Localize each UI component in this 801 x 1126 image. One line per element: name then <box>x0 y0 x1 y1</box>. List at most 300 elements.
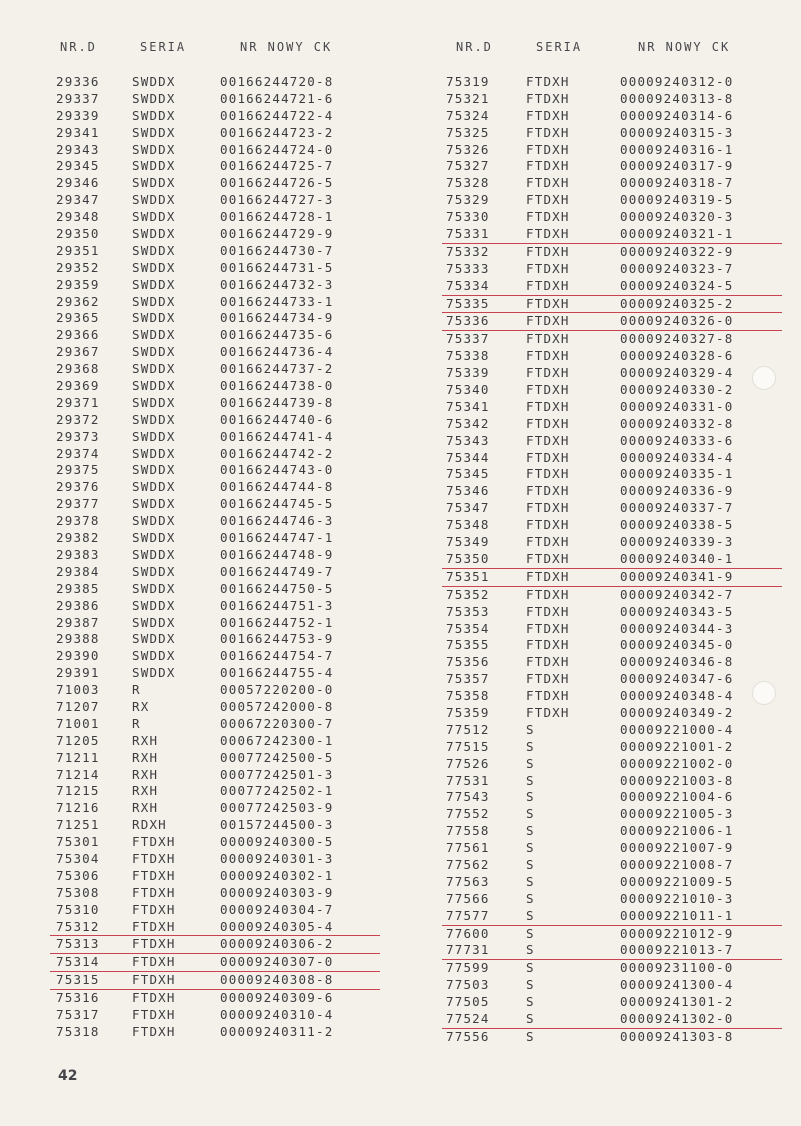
seria-cell: SWDDX <box>132 361 176 377</box>
table-row <box>50 800 380 817</box>
nr-nowy-cell: 00009240309-6 <box>220 990 334 1006</box>
seria-cell: FTDXH <box>526 365 570 381</box>
seria-cell: FTDXH <box>132 834 176 850</box>
table-row <box>50 936 380 954</box>
seria-cell: S <box>526 721 535 737</box>
seria-cell: S <box>526 755 535 771</box>
nr-nowy-cell: 00009240325-2 <box>620 295 734 311</box>
nr-d-cell: 75306 <box>56 867 100 883</box>
nr-d-cell: 77552 <box>446 806 490 822</box>
seria-cell: SWDDX <box>132 614 176 630</box>
table-row <box>442 108 782 125</box>
table-row <box>50 395 380 412</box>
table-row <box>50 1024 380 1041</box>
seria-cell: FTDXH <box>526 260 570 276</box>
nr-d-cell: 29366 <box>56 327 100 343</box>
table-row <box>442 1011 782 1029</box>
seria-cell: FTDXH <box>526 382 570 398</box>
nr-d-cell: 29365 <box>56 310 100 326</box>
nr-nowy-cell: 00009221009-5 <box>620 873 734 889</box>
table-row <box>442 91 782 108</box>
nr-d-cell: 75313 <box>56 936 100 952</box>
nr-nowy-cell: 00009221003-8 <box>620 772 734 788</box>
table-row <box>442 500 782 517</box>
nr-d-cell: 71251 <box>56 817 100 833</box>
seria-cell: SWDDX <box>132 462 176 478</box>
table-row <box>442 450 782 467</box>
nr-nowy-cell: 00166244744-8 <box>220 479 334 495</box>
seria-cell: FTDXH <box>526 550 570 566</box>
seria-cell: FTDXH <box>526 348 570 364</box>
seria-cell: FTDXH <box>526 277 570 293</box>
table-row <box>442 908 782 926</box>
seria-cell: FTDXH <box>526 158 570 174</box>
nr-d-cell: 29359 <box>56 276 100 292</box>
nr-d-cell: 29385 <box>56 580 100 596</box>
nr-d-cell: 29351 <box>56 242 100 258</box>
nr-nowy-cell: 00009221000-4 <box>620 721 734 737</box>
seria-cell: S <box>526 840 535 856</box>
nr-d-cell: 77566 <box>446 890 490 906</box>
nr-nowy-cell: 00166244743-0 <box>220 462 334 478</box>
nr-nowy-cell: 00009240323-7 <box>620 260 734 276</box>
table-row <box>50 902 380 919</box>
nr-d-cell: 77503 <box>446 977 490 993</box>
nr-d-cell: 75347 <box>446 500 490 516</box>
nr-d-cell: 75327 <box>446 158 490 174</box>
table-row <box>442 158 782 175</box>
nr-d-cell: 29347 <box>56 192 100 208</box>
table-row <box>442 891 782 908</box>
seria-cell: SWDDX <box>132 141 176 157</box>
nr-nowy-cell: 00009240334-4 <box>620 449 734 465</box>
table-row <box>50 665 380 682</box>
table-row <box>50 446 380 463</box>
table-row <box>50 990 380 1007</box>
seria-cell: FTDXH <box>526 620 570 636</box>
nr-d-cell: 29367 <box>56 344 100 360</box>
nr-nowy-cell: 00166244755-4 <box>220 665 334 681</box>
seria-cell: FTDXH <box>526 704 570 720</box>
seria-cell: FTDXH <box>526 415 570 431</box>
table-row <box>442 705 782 722</box>
right-column-header <box>442 38 782 68</box>
nr-d-cell: 75333 <box>446 260 490 276</box>
nr-nowy-cell: 00166244749-7 <box>220 563 334 579</box>
table-row <box>442 654 782 671</box>
table-row <box>442 977 782 994</box>
nr-nowy-cell: 00166244741-4 <box>220 428 334 444</box>
table-row <box>442 534 782 551</box>
seria-cell: SWDDX <box>132 597 176 613</box>
nr-nowy-cell: 00009240310-4 <box>220 1006 334 1022</box>
nr-nowy-cell: 00009240345-0 <box>620 637 734 653</box>
seria-cell: SWDDX <box>132 394 176 410</box>
nr-nowy-cell: 00009240311-2 <box>220 1023 334 1039</box>
nr-d-cell: 77512 <box>446 721 490 737</box>
nr-d-cell: 75332 <box>446 243 490 259</box>
table-row <box>442 756 782 773</box>
table-row <box>442 960 782 977</box>
nr-nowy-cell: 00009240326-0 <box>620 313 734 329</box>
nr-d-cell: 75304 <box>56 850 100 866</box>
nr-d-cell: 75350 <box>446 550 490 566</box>
seria-cell: FTDXH <box>526 483 570 499</box>
table-row <box>50 243 380 260</box>
nr-nowy-cell: 00166244725-7 <box>220 158 334 174</box>
nr-d-cell: 71001 <box>56 715 100 731</box>
seria-cell: SWDDX <box>132 124 176 140</box>
table-row <box>50 783 380 800</box>
nr-nowy-cell: 00009240337-7 <box>620 500 734 516</box>
table-row <box>442 994 782 1011</box>
nr-nowy-cell: 00009240332-8 <box>620 415 734 431</box>
seria-cell: FTDXH <box>132 1023 176 1039</box>
table-row <box>50 412 380 429</box>
nr-d-cell: 75334 <box>446 277 490 293</box>
seria-cell: FTDXH <box>132 972 176 988</box>
nr-nowy-cell: 00009240339-3 <box>620 534 734 550</box>
nr-nowy-cell: 00067242300-1 <box>220 732 334 748</box>
nr-nowy-cell: 00009240342-7 <box>620 586 734 602</box>
nr-d-cell: 75343 <box>446 432 490 448</box>
seria-cell: RXH <box>132 783 159 799</box>
nr-d-cell: 29345 <box>56 158 100 174</box>
right-table-body <box>442 74 782 1046</box>
nr-nowy-cell: 00009240324-5 <box>620 277 734 293</box>
nr-d-cell: 29362 <box>56 293 100 309</box>
nr-nowy-cell: 00166244728-1 <box>220 209 334 225</box>
nr-d-cell: 71211 <box>56 749 100 765</box>
table-row <box>50 648 380 665</box>
seria-cell: R <box>132 682 141 698</box>
nr-d-cell: 75317 <box>56 1006 100 1022</box>
seria-cell: SWDDX <box>132 259 176 275</box>
table-row <box>442 739 782 756</box>
table-row <box>50 378 380 395</box>
seria-cell: SWDDX <box>132 428 176 444</box>
table-row <box>50 1007 380 1024</box>
seria-cell: S <box>526 942 535 958</box>
seria-cell: SWDDX <box>132 327 176 343</box>
nr-nowy-cell: 00166244745-5 <box>220 496 334 512</box>
nr-d-cell: 77556 <box>446 1028 490 1044</box>
seria-cell: S <box>526 977 535 993</box>
nr-d-cell: 75356 <box>446 654 490 670</box>
table-row <box>50 277 380 294</box>
seria-cell: SWDDX <box>132 192 176 208</box>
header-seria: SERIA <box>140 40 187 54</box>
nr-nowy-cell: 00009240314-6 <box>620 107 734 123</box>
nr-d-cell: 29343 <box>56 141 100 157</box>
nr-d-cell: 75329 <box>446 192 490 208</box>
nr-nowy-cell: 00009240346-8 <box>620 654 734 670</box>
nr-d-cell: 71215 <box>56 783 100 799</box>
nr-d-cell: 75325 <box>446 124 490 140</box>
seria-cell: FTDXH <box>526 141 570 157</box>
nr-nowy-cell: 00009240322-9 <box>620 243 734 259</box>
table-row <box>50 615 380 632</box>
right-column <box>442 38 782 1044</box>
nr-nowy-cell: 00009241303-8 <box>620 1028 734 1044</box>
nr-nowy-cell: 00009240312-0 <box>620 74 734 89</box>
table-row <box>50 175 380 192</box>
nr-nowy-cell: 00009240319-5 <box>620 192 734 208</box>
table-row <box>50 310 380 327</box>
nr-nowy-cell: 00009240335-1 <box>620 466 734 482</box>
seria-cell: S <box>526 789 535 805</box>
table-row <box>50 598 380 615</box>
nr-d-cell: 75328 <box>446 175 490 191</box>
left-column <box>50 38 380 1039</box>
nr-nowy-cell: 00166244742-2 <box>220 445 334 461</box>
punch-hole <box>752 366 776 390</box>
seria-cell: S <box>526 890 535 906</box>
nr-d-cell: 75330 <box>446 209 490 225</box>
seria-cell: S <box>526 823 535 839</box>
nr-nowy-cell: 00009240340-1 <box>620 550 734 566</box>
nr-nowy-cell: 00009240338-5 <box>620 517 734 533</box>
nr-d-cell: 75310 <box>56 901 100 917</box>
nr-d-cell: 77562 <box>446 856 490 872</box>
seria-cell: FTDXH <box>526 500 570 516</box>
nr-nowy-cell: 00166244753-9 <box>220 631 334 647</box>
nr-d-cell: 75316 <box>56 990 100 1006</box>
nr-nowy-cell: 00057220200-0 <box>220 682 334 698</box>
table-row <box>50 142 380 159</box>
nr-d-cell: 75342 <box>446 415 490 431</box>
seria-cell: SWDDX <box>132 310 176 326</box>
nr-d-cell: 77599 <box>446 960 490 976</box>
seria-cell: FTDXH <box>132 918 176 934</box>
nr-nowy-cell: 00166244748-9 <box>220 546 334 562</box>
seria-cell: SWDDX <box>132 496 176 512</box>
seria-cell: FTDXH <box>526 688 570 704</box>
seria-cell: FTDXH <box>132 850 176 866</box>
seria-cell: S <box>526 856 535 872</box>
seria-cell: FTDXH <box>526 295 570 311</box>
nr-d-cell: 75354 <box>446 620 490 636</box>
table-row <box>50 496 380 513</box>
nr-nowy-cell: 00166244736-4 <box>220 344 334 360</box>
seria-cell: FTDXH <box>526 637 570 653</box>
nr-d-cell: 75345 <box>446 466 490 482</box>
nr-nowy-cell: 00166244751-3 <box>220 597 334 613</box>
nr-d-cell: 29377 <box>56 496 100 512</box>
nr-nowy-cell: 00009221001-2 <box>620 738 734 754</box>
table-row <box>50 108 380 125</box>
table-row <box>442 551 782 569</box>
table-row <box>442 192 782 209</box>
table-row <box>50 834 380 851</box>
seria-cell: FTDXH <box>526 449 570 465</box>
table-row <box>442 621 782 638</box>
nr-nowy-cell: 00057242000-8 <box>220 698 334 714</box>
table-row <box>50 530 380 547</box>
table-row <box>442 365 782 382</box>
seria-cell: RXH <box>132 766 159 782</box>
seria-cell: RXH <box>132 732 159 748</box>
nr-d-cell: 77526 <box>446 755 490 771</box>
nr-d-cell: 75337 <box>446 331 490 347</box>
nr-d-cell: 29350 <box>56 226 100 242</box>
table-row <box>50 919 380 937</box>
nr-nowy-cell: 00166244754-7 <box>220 648 334 664</box>
table-row <box>50 462 380 479</box>
nr-nowy-cell: 00166244720-8 <box>220 74 334 89</box>
seria-cell: FTDXH <box>526 534 570 550</box>
nr-d-cell: 75352 <box>446 586 490 602</box>
nr-d-cell: 75348 <box>446 517 490 533</box>
nr-nowy-cell: 00009240329-4 <box>620 365 734 381</box>
nr-d-cell: 75321 <box>446 90 490 106</box>
seria-cell: FTDXH <box>132 954 176 970</box>
left-column-header <box>50 38 380 68</box>
seria-cell: SWDDX <box>132 411 176 427</box>
nr-d-cell: 77524 <box>446 1010 490 1026</box>
nr-nowy-cell: 00166244727-3 <box>220 192 334 208</box>
nr-nowy-cell: 00009240336-9 <box>620 483 734 499</box>
table-row <box>442 175 782 192</box>
seria-cell: FTDXH <box>132 867 176 883</box>
table-row <box>50 91 380 108</box>
table-row <box>442 604 782 621</box>
seria-cell: SWDDX <box>132 631 176 647</box>
table-row <box>442 569 782 587</box>
nr-nowy-cell: 00009240349-2 <box>620 704 734 720</box>
seria-cell: FTDXH <box>526 192 570 208</box>
nr-d-cell: 29386 <box>56 597 100 613</box>
nr-nowy-cell: 00166244735-6 <box>220 327 334 343</box>
nr-nowy-cell: 00009241302-0 <box>620 1010 734 1026</box>
nr-nowy-cell: 00009221013-7 <box>620 942 734 958</box>
seria-cell: S <box>526 738 535 754</box>
table-row <box>442 637 782 654</box>
nr-d-cell: 75357 <box>446 671 490 687</box>
nr-d-cell: 71003 <box>56 682 100 698</box>
table-row <box>442 433 782 450</box>
nr-d-cell: 75344 <box>446 449 490 465</box>
seria-cell: FTDXH <box>526 671 570 687</box>
nr-d-cell: 75338 <box>446 348 490 364</box>
nr-nowy-cell: 00009240341-9 <box>620 568 734 584</box>
nr-nowy-cell: 00009240318-7 <box>620 175 734 191</box>
seria-cell: SWDDX <box>132 107 176 123</box>
seria-cell: SWDDX <box>132 74 176 89</box>
seria-cell: SWDDX <box>132 293 176 309</box>
nr-nowy-cell: 00009221005-3 <box>620 806 734 822</box>
seria-cell: R <box>132 715 141 731</box>
nr-nowy-cell: 00009240305-4 <box>220 918 334 934</box>
table-row <box>50 513 380 530</box>
table-row <box>442 125 782 142</box>
nr-nowy-cell: 00009240344-3 <box>620 620 734 636</box>
table-row <box>50 192 380 209</box>
table-row <box>442 823 782 840</box>
nr-d-cell: 75324 <box>446 107 490 123</box>
seria-cell: FTDXH <box>132 901 176 917</box>
nr-d-cell: 77577 <box>446 907 490 923</box>
nr-nowy-cell: 00009240300-5 <box>220 834 334 850</box>
nr-d-cell: 77543 <box>446 789 490 805</box>
table-row <box>442 806 782 823</box>
table-row <box>50 851 380 868</box>
table-row <box>442 209 782 226</box>
nr-d-cell: 29390 <box>56 648 100 664</box>
seria-cell: S <box>526 806 535 822</box>
nr-d-cell: 29336 <box>56 74 100 89</box>
table-row <box>50 750 380 767</box>
seria-cell: FTDXH <box>526 398 570 414</box>
header-nr-d: NR.D <box>60 40 97 54</box>
table-row <box>442 261 782 278</box>
table-row <box>442 722 782 739</box>
nr-nowy-cell: 00009221012-9 <box>620 925 734 941</box>
nr-nowy-cell: 00009240313-8 <box>620 90 734 106</box>
nr-nowy-cell: 00009221011-1 <box>620 907 734 923</box>
nr-nowy-cell: 00077242502-1 <box>220 783 334 799</box>
seria-cell: SWDDX <box>132 226 176 242</box>
table-row <box>442 483 782 500</box>
page-number: 42 <box>58 1068 78 1084</box>
table-row <box>50 226 380 243</box>
table-row <box>442 671 782 688</box>
nr-d-cell: 29337 <box>56 90 100 106</box>
table-row <box>50 547 380 564</box>
header-nr-nowy: NR NOWY CK <box>240 40 333 54</box>
table-row <box>442 296 782 314</box>
table-row <box>442 857 782 874</box>
nr-nowy-cell: 00009240347-6 <box>620 671 734 687</box>
nr-d-cell: 71214 <box>56 766 100 782</box>
table-row <box>50 74 380 91</box>
seria-cell: FTDXH <box>526 603 570 619</box>
nr-nowy-cell: 00009221004-6 <box>620 789 734 805</box>
table-row <box>442 416 782 433</box>
table-row <box>50 972 380 990</box>
nr-d-cell: 75318 <box>56 1023 100 1039</box>
table-row <box>442 244 782 261</box>
table-row <box>442 688 782 705</box>
nr-d-cell: 75331 <box>446 226 490 242</box>
seria-cell: FTDXH <box>526 517 570 533</box>
nr-nowy-cell: 00009240348-4 <box>620 688 734 704</box>
nr-nowy-cell: 00009241300-4 <box>620 977 734 993</box>
seria-cell: FTDXH <box>526 331 570 347</box>
nr-d-cell: 29384 <box>56 563 100 579</box>
nr-d-cell: 75301 <box>56 834 100 850</box>
nr-nowy-cell: 00166244737-2 <box>220 361 334 377</box>
nr-d-cell: 75346 <box>446 483 490 499</box>
table-row <box>442 142 782 159</box>
seria-cell: S <box>526 994 535 1010</box>
seria-cell: SWDDX <box>132 158 176 174</box>
nr-nowy-cell: 00009240301-3 <box>220 850 334 866</box>
seria-cell: SWDDX <box>132 175 176 191</box>
seria-cell: S <box>526 873 535 889</box>
nr-d-cell: 29339 <box>56 107 100 123</box>
seria-cell: FTDXH <box>526 90 570 106</box>
seria-cell: S <box>526 1010 535 1026</box>
seria-cell: SWDDX <box>132 665 176 681</box>
nr-nowy-cell: 00009240306-2 <box>220 936 334 952</box>
nr-d-cell: 75341 <box>446 398 490 414</box>
nr-nowy-cell: 00009240331-0 <box>620 398 734 414</box>
seria-cell: FTDXH <box>526 654 570 670</box>
nr-nowy-cell: 00067220300-7 <box>220 715 334 731</box>
seria-cell: FTDXH <box>132 936 176 952</box>
nr-nowy-cell: 00166244726-5 <box>220 175 334 191</box>
